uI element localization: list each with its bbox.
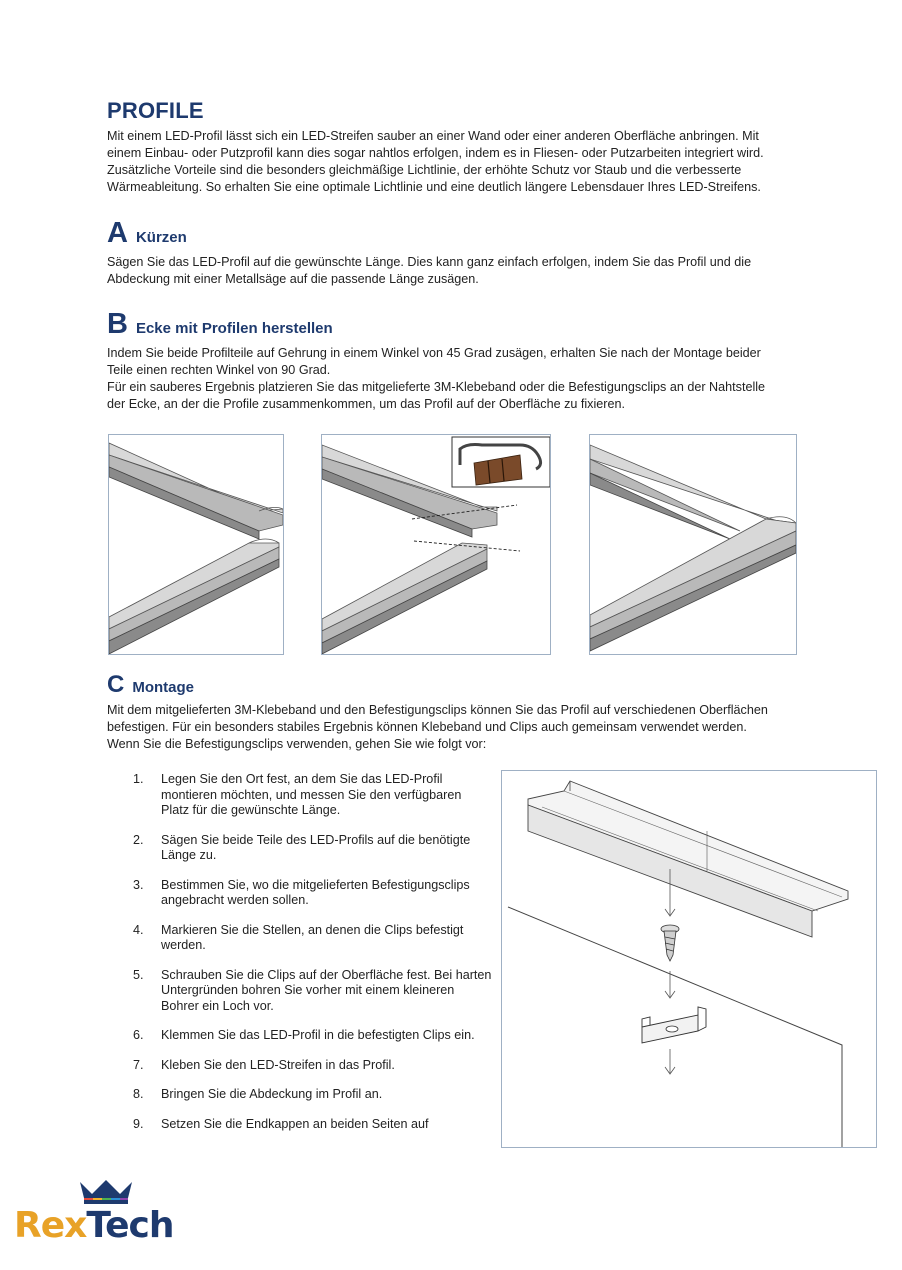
list-item xyxy=(107,878,492,909)
section-a-letter: A xyxy=(107,217,128,249)
list-item xyxy=(107,1087,492,1103)
logo-rex: Rex xyxy=(14,1205,87,1246)
list-item xyxy=(107,1028,492,1044)
section-b-paragraph xyxy=(107,345,807,413)
crown-icon xyxy=(76,1178,136,1208)
step-number: 9. xyxy=(133,1116,144,1131)
section-b-line: Für ein sauberes Ergebnis platzieren Sie das mitgelieferte 3M-Klebeband oder die Befestigungsclips an der Nahtstelle xyxy=(107,380,766,394)
illustration-cut-pieces xyxy=(108,434,284,655)
step-text: Schrauben Sie die Clips auf der Oberfläche fest. Bei harten Untergründen bohren Sie vorher mit einem kleineren Bohrer ein Loch vor. xyxy=(161,967,492,1013)
step-number: 3. xyxy=(133,877,144,892)
step-text: Klemmen Sie das LED-Profil in die befestigten Clips ein. xyxy=(161,1028,475,1042)
section-a-line: Sägen Sie das LED-Profil auf die gewünschte Länge. Dies kann ganz einfach erfolgen, indem Sie das Profil und die xyxy=(107,255,752,269)
mounting-steps-list xyxy=(107,772,492,1146)
step-number: 7. xyxy=(133,1057,144,1072)
step-text: Markieren Sie die Stellen, an denen die Clips befestigt werden. xyxy=(161,922,464,952)
step-number: 6. xyxy=(133,1028,144,1042)
section-a-line: Abdeckung mit einer Metallsäge auf die passende Länge zusägen. xyxy=(107,272,479,286)
step-text: Bestimmen Sie, wo die mitgelieferten Befestigungsclips angebracht werden sollen. xyxy=(161,877,470,907)
step-number: 5. xyxy=(133,967,144,982)
step-text: Kleben Sie den LED-Streifen in das Profil. xyxy=(161,1057,395,1072)
section-c-paragraph xyxy=(107,702,807,753)
step-number: 2. xyxy=(133,832,144,847)
section-a-title: Kürzen xyxy=(135,229,187,246)
list-item xyxy=(107,923,492,954)
section-a-heading xyxy=(107,218,187,248)
list-item xyxy=(107,772,492,819)
rextech-logo xyxy=(14,1178,214,1248)
section-b-line: der Ecke, an der die Profile zusammenkommen, um das Profil auf der Oberfläche zu fixieren. xyxy=(107,397,625,411)
illustration-mounting xyxy=(501,770,877,1148)
section-c-line: befestigen. Für ein besonders stabiles Ergebnis können Klebeband und Clips auch gemeinsam verwendet werden. xyxy=(107,720,747,734)
section-b-letter: B xyxy=(107,308,128,340)
section-a-paragraph xyxy=(107,254,807,288)
logo-tech: Tech xyxy=(86,1205,174,1246)
list-item xyxy=(107,1058,492,1074)
intro-line: einem Einbau- oder Putzprofil kann dies sogar nahtlos erfolgen, indem es in Fliesen- oder Putzarbeiten integriert wird. xyxy=(107,146,764,160)
section-c-letter: C xyxy=(107,671,125,698)
step-text: Bringen Sie die Abdeckung im Profil an. xyxy=(161,1087,383,1101)
section-b-title: Ecke mit Profilen herstellen xyxy=(135,320,333,337)
step-text: Sägen Sie beide Teile des LED-Profils auf die benötigte Länge zu. xyxy=(161,832,471,862)
intro-line: Wärmeableitung. So erhalten Sie eine optimale Lichtlinie und eine deutlich längere Lebensdauer Ihres LED-Streifens. xyxy=(107,180,761,194)
step-text: Setzen Sie die Endkappen an beiden Seiten auf xyxy=(161,1116,429,1131)
section-b-line: Teile einen rechten Winkel von 90 Grad. xyxy=(107,363,331,377)
illustration-assembled-corner xyxy=(589,434,797,655)
section-c-title: Montage xyxy=(132,679,195,696)
page-title: PROFILE xyxy=(107,98,204,123)
list-item xyxy=(107,968,492,1015)
intro-line: Mit einem LED-Profil lässt sich ein LED-Streifen sauber an einer Wand oder einer anderen Oberfläche anbringen. Mit xyxy=(107,129,759,143)
section-c-line: Wenn Sie die Befestigungsclips verwenden, gehen Sie wie folgt vor: xyxy=(107,737,487,751)
intro-line: Zusätzliche Vorteile sind die besonders gleichmäßige Lichtlinie, der erhöhte Schutz vor Staub und die verbesserte xyxy=(107,163,742,177)
section-c-heading xyxy=(107,670,194,700)
miter-cut-drawing xyxy=(322,435,550,654)
profile-pieces-drawing xyxy=(109,435,283,654)
section-c-line: Mit dem mitgelieferten 3M-Klebeband und den Befestigungsclips können Sie das Profil auf verschiedenen Oberflächen xyxy=(107,703,768,717)
step-number: 1. xyxy=(133,772,144,786)
step-number: 4. xyxy=(133,922,144,937)
section-b-line: Indem Sie beide Profilteile auf Gehrung in einem Winkel von 45 Grad zusägen, erhalten Sie nach der Montage beider xyxy=(107,346,761,360)
logo-wordmark xyxy=(14,1206,174,1246)
mounting-drawing xyxy=(502,771,876,1147)
step-text: Legen Sie den Ort fest, an dem Sie das LED-Profil montieren möchten, und messen Sie den verfügbaren Platz für die gewünschte Länge. xyxy=(161,772,462,817)
list-item xyxy=(107,833,492,864)
section-b-heading xyxy=(107,309,333,339)
corner-drawing xyxy=(590,435,796,654)
step-number: 8. xyxy=(133,1087,144,1101)
list-item xyxy=(107,1117,492,1133)
intro-paragraph xyxy=(107,128,807,196)
illustration-miter-cut xyxy=(321,434,551,655)
